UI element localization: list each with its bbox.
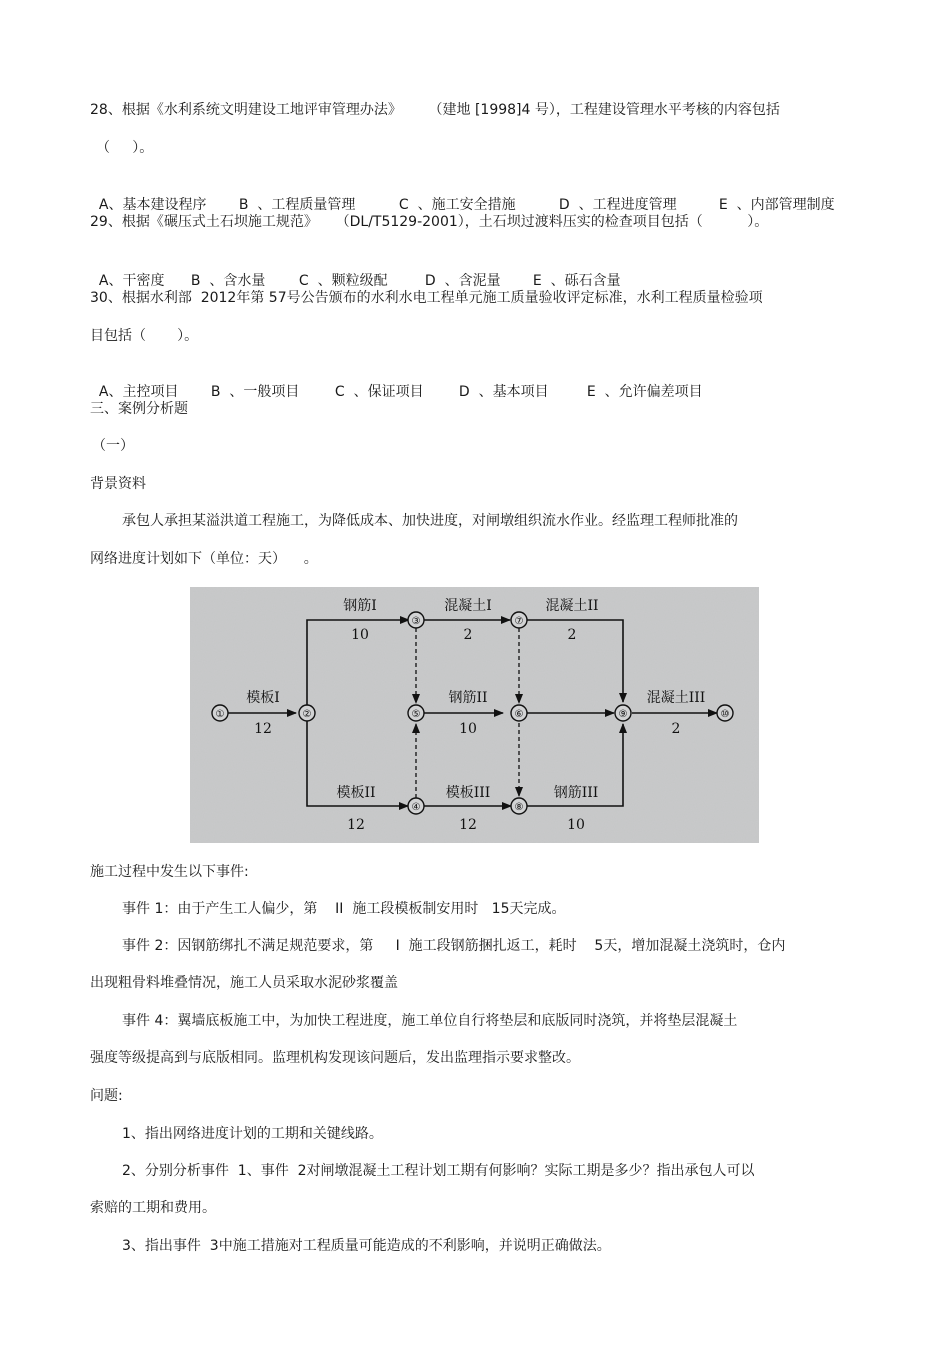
q28-option-b: B 、工程质量管理 [238, 197, 356, 213]
node-8-label: ⑧ [514, 802, 524, 813]
activity-name-concrete-2: 混凝土II [545, 598, 599, 614]
activity-days-formwork-1: 12 [254, 721, 272, 737]
q28-options [90, 175, 835, 215]
q28-text: 28、根据《水利系统文明建设工地评审管理办法》 （建地 [1998]4 号），工程建设管理水平考核的内容包括 [90, 102, 780, 118]
q30-option-b: B 、一般项目 [210, 384, 300, 400]
q29-text: 29、根据《碾压式土石坝施工规范》 （DL/T5129-2001），土石坝过渡料压实的检查项目包括（ ）。 [90, 214, 769, 230]
question-1: 1、指出网络进度计划的工期和关键线路。 [122, 1126, 383, 1142]
node-9-label: ⑨ [618, 709, 628, 720]
activity-days-rebar-1: 10 [351, 627, 369, 643]
activity-days-formwork-2: 12 [347, 817, 365, 833]
q29-option-e: E 、砾石含量 [532, 273, 621, 289]
q28-option-a: A、基本建设程序 [98, 197, 207, 213]
activity-days-formwork-3: 12 [459, 817, 477, 833]
activity-name-concrete-3: 混凝土III [646, 690, 706, 706]
question-2-line-2: 索赔的工期和费用。 [90, 1200, 216, 1216]
question-3: 3、指出事件 3中施工措施对工程质量可能造成的不利影响，并说明正确做法。 [122, 1238, 611, 1254]
network-diagram [190, 587, 759, 843]
q29-option-d: D 、含泥量 [424, 273, 501, 289]
node-2-label: ② [302, 709, 312, 720]
q30-option-a: A、主控项目 [98, 384, 179, 400]
background-title: 背景资料 [90, 476, 146, 492]
q28-blank: （ ）。 [96, 140, 154, 156]
q30-option-c: C 、保证项目 [334, 384, 424, 400]
node-3-label: ③ [411, 616, 421, 627]
node-10-label: ⑩ [720, 709, 730, 720]
activity-name-rebar-3: 钢筋III [553, 785, 599, 801]
section-title: 三、案例分析题 [90, 401, 188, 417]
diagram-texture [190, 587, 759, 843]
q30-options [90, 362, 703, 402]
activity-days-concrete-2: 2 [567, 627, 577, 643]
activity-name-rebar-1: 钢筋I [343, 598, 377, 614]
q28-option-c: C 、施工安全措施 [398, 197, 516, 213]
q30-blank: 目包括（ ）。 [90, 328, 199, 344]
activity-name-formwork-2: 模板II [336, 785, 376, 801]
activity-days-concrete-1: 2 [463, 627, 473, 643]
activity-days-concrete-3: 2 [671, 721, 681, 737]
q28-option-d: D 、工程进度管理 [558, 197, 677, 213]
q30-option-e: E 、允许偏差项目 [586, 384, 703, 400]
events-intro: 施工过程中发生以下事件: [90, 864, 249, 880]
event-2-line-2: 出现粗骨料堆叠情况，施工人员采取水泥砂浆覆盖 [90, 975, 398, 991]
case-number: （一） [92, 438, 134, 454]
node-1-label: ① [215, 709, 225, 720]
q29-option-b: B 、含水量 [190, 273, 266, 289]
event-1: 事件 1：由于产生工人偏少，第 II 施工段模板制安用时 15天完成。 [122, 901, 566, 917]
event-2-line-1: 事件 2：因钢筋绑扎不满足规范要求，第 I 施工段钢筋捆扎返工，耗时 5天，增加混凝土浇筑时，仓内 [122, 938, 786, 954]
activity-name-formwork-1: 模板I [246, 690, 280, 706]
questions-title: 问题: [90, 1088, 123, 1104]
activity-name-formwork-3: 模板III [445, 785, 491, 801]
event-4-line-1: 事件 4：翼墙底板施工中，为加快工程进度，施工单位自行将垫层和底版同时浇筑，并将垫层混凝土 [122, 1013, 738, 1029]
node-6-label: ⑥ [514, 709, 524, 720]
q30-text: 30、根据水利部 2012年第 57号公告颁布的水利水电工程单元施工质量验收评定标准，水利工程质量检验项 [90, 290, 763, 306]
q29-option-a: A、干密度 [98, 273, 165, 289]
background-paragraph-1: 承包人承担某溢洪道工程施工，为降低成本、加快进度，对闸墩组织流水作业。经监理工程师批准的 [122, 513, 738, 529]
background-paragraph-2: 网络进度计划如下（单位：天） 。 [90, 551, 318, 567]
q29-options [90, 251, 621, 291]
node-5-label: ⑤ [411, 709, 421, 720]
node-4-label: ④ [411, 802, 421, 813]
event-4-line-2: 强度等级提高到与底版相同。监理机构发现该问题后，发出监理指示要求整改。 [90, 1050, 580, 1066]
q28-option-e: E 、内部管理制度 [718, 197, 835, 213]
activity-name-concrete-1: 混凝土I [444, 598, 492, 614]
activity-name-rebar-2: 钢筋II [448, 690, 488, 706]
node-7-label: ⑦ [514, 616, 524, 627]
question-2-line-1: 2、分别分析事件 1、事件 2对闸墩混凝土工程计划工期有何影响？实际工期是多少？指出承包人可以 [122, 1163, 755, 1179]
activity-days-rebar-3: 10 [567, 817, 585, 833]
q29-option-c: C 、颗粒级配 [298, 273, 388, 289]
q30-option-d: D 、基本项目 [458, 384, 549, 400]
activity-days-rebar-2: 10 [459, 721, 477, 737]
